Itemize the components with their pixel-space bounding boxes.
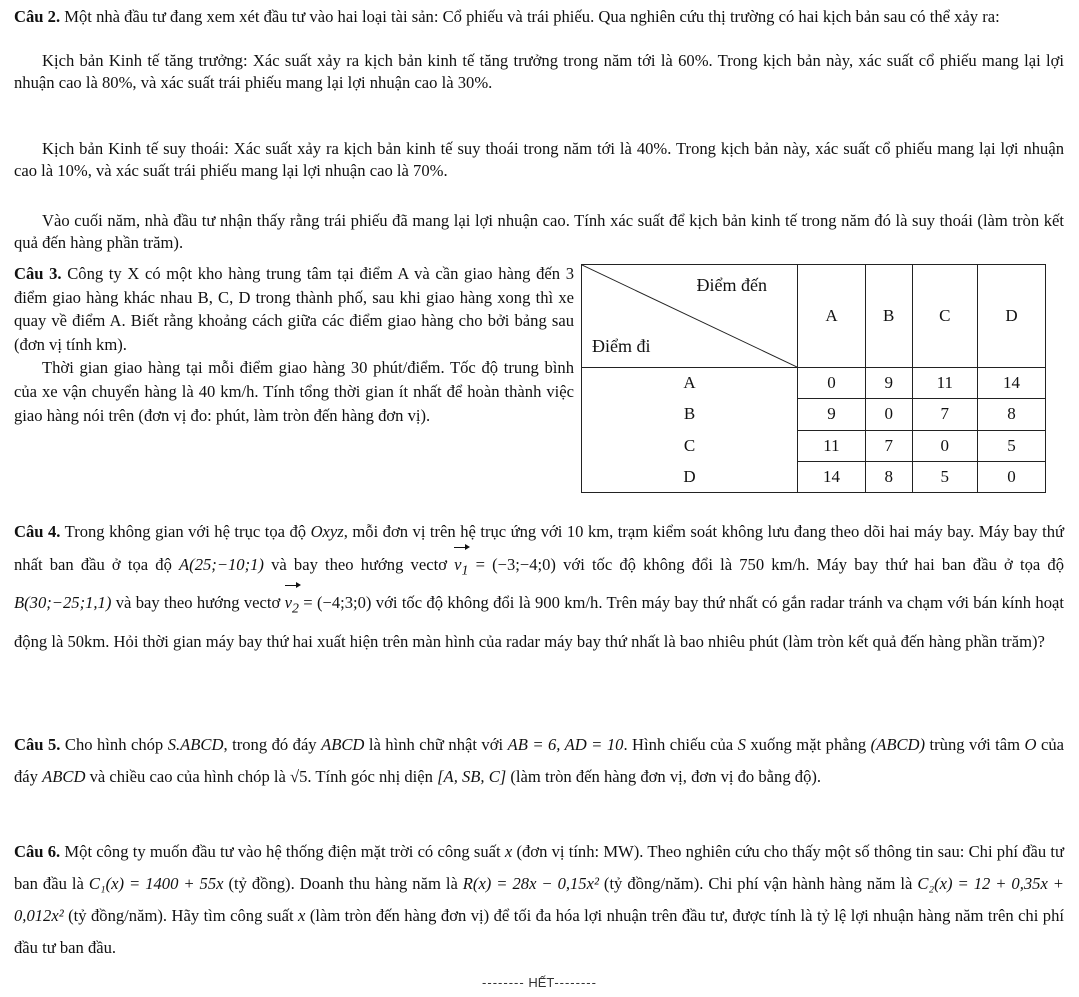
table-cell: 9 <box>865 368 912 399</box>
q6-t1: Một công ty muốn đầu tư vào hệ thống điện mặt trời có công suất <box>60 842 505 861</box>
q4-point-b: B(30;−25;1,1) <box>14 593 112 613</box>
table-row-header: D <box>582 461 798 492</box>
q4-v1-letter: v <box>454 555 462 574</box>
table-col-header: D <box>978 265 1046 368</box>
table-to-label: Điểm đến <box>696 275 767 295</box>
end-marker: -------- HẾT-------- <box>482 975 597 990</box>
q4-t5: và bay theo hướng vectơ <box>111 593 285 613</box>
q5-pyramid: S.ABCD <box>167 735 224 754</box>
q6-label: Câu 6. <box>14 842 61 861</box>
q5-t4: . Hình chiếu của <box>623 735 738 754</box>
q2-label: Câu 2. <box>14 7 61 26</box>
q5-t6: trùng với tâm <box>925 735 1025 754</box>
q6-revenue: R(x) = 28x − 0,15x² <box>462 874 599 893</box>
table-cell: 0 <box>912 430 978 461</box>
table-cell: 8 <box>865 461 912 492</box>
q6-x-2: x <box>298 906 306 925</box>
q5-t7: của đáy <box>14 735 1064 786</box>
q4-t1: Trong không gian với hệ trục tọa độ <box>60 522 311 541</box>
q4-paragraph <box>14 515 1064 658</box>
q4-vector-v2 <box>285 586 299 624</box>
q2-intro-text: Một nhà đầu tư đang xem xét đầu tư vào hai loại tài sản: Cổ phiếu và trái phiếu. Qua nghiên cứu thị trường có hai kịch bản sau có thể xảy ra: <box>60 7 1000 26</box>
table-cell: 0 <box>978 461 1046 492</box>
table-row <box>582 430 1046 461</box>
q4-vector-v1 <box>454 548 468 586</box>
q6-paragraph <box>14 836 1064 964</box>
table-col-header: C <box>912 265 978 368</box>
q5-t10: (làm tròn đến hàng đơn vị, đơn vị đo bằng độ). <box>506 767 822 786</box>
table-row <box>582 368 1046 399</box>
q5-t9: . Tính góc nhị diện <box>307 767 438 786</box>
table-row <box>582 399 1046 430</box>
q5-o: O <box>1024 735 1037 754</box>
table-from-label: Điểm đi <box>592 336 651 356</box>
q5-plane: (ABCD) <box>870 735 926 754</box>
q4-v1-sub: 1 <box>461 562 469 578</box>
q2-scenario-growth: Kịch bản Kinh tế tăng trưởng: Xác suất xảy ra kịch bản kinh tế tăng trưởng trong năm tới là 60%. Trong kịch bản này, xác suất cổ phiếu mang lại lợi nhuận cao là 80%, và xác suất trái phiếu mang lại lợi nhuận cao là 30%. <box>14 51 1064 92</box>
q6-t2: (đơn vị tính: MW). Theo nghiên cứu cho thấy một số thông tin sau: Chi phí đầu tư ban đầu là <box>14 842 1064 893</box>
table-cell: 14 <box>978 368 1046 399</box>
table-cell: 0 <box>798 368 866 399</box>
q2-scenario-recession: Kịch bản Kinh tế suy thoái: Xác suất xảy ra kịch bản kinh tế suy thoái trong năm tới là 40%. Trong kịch bản này, xác suất cổ phiếu mang lại lợi nhuận cao là 10%, và xác suất trái phiếu mang lại lợi nhuận cao là 70%. <box>14 139 1064 180</box>
q5-dimensions: AB = 6, AD = 10 <box>507 735 624 754</box>
table-cell: 14 <box>798 461 866 492</box>
q3-p1: Công ty X có một kho hàng trung tâm tại điểm A và cần giao hàng đến 3 điểm giao hàng khác nhau B, C, D trong thành phố, sau khi giao hàng xong thì xe quay về điểm A. Biết rằng khoảng cách giữa các điểm giao hàng cho bởi bảng sau (đơn vị tính km). <box>14 264 574 354</box>
q4-v2-letter: v <box>284 593 292 613</box>
q6-c1: C₁(x) = 1400 + 55x <box>88 874 224 893</box>
q4-t3: và bay theo hướng vectơ <box>263 555 455 574</box>
table-cell: 8 <box>978 399 1046 430</box>
table-row-header: C <box>582 430 798 461</box>
table-col-header: B <box>865 265 912 368</box>
q5-label: Câu 5. <box>14 735 61 754</box>
q5-base-2: ABCD <box>42 767 86 786</box>
q5-t8: và chiều cao của hình chóp là <box>85 767 291 786</box>
q4-v2-sub: 2 <box>292 600 299 616</box>
table-cell: 7 <box>912 399 978 430</box>
q4-t4: với tốc độ không đổi là 750 km/h. Máy bay thứ hai ban đầu ở tọa độ <box>555 555 1064 574</box>
q3-text <box>14 262 574 427</box>
q4-t2: , mỗi đơn vị trên hệ trục ứng với 10 km, trạm kiểm soát không lưu đang theo dõi hai máy bay. Máy bay thứ nhất ban đầu ở tọa độ <box>14 522 1064 574</box>
table-diagonal-header <box>582 265 798 368</box>
q6-t5: (tỷ đồng/năm). Hãy tìm công suất <box>63 906 298 925</box>
q4-t6: với tốc độ không đổi là 900 km/h. Trên máy bay thứ nhất có gắn radar tránh va chạm với bán kính hoạt động là 50km. Hỏi thời gian máy bay thứ hai xuất hiện trên màn hình của radar máy bay thứ nhất là bao nhiêu phút (làm tròn kết quả đến hàng phần trăm)? <box>14 593 1064 651</box>
q2-intro <box>14 6 1064 28</box>
q6-c2: C₂(x) = 12 + 0,35x + 0,012x² <box>14 874 1065 925</box>
table-cell: 5 <box>978 430 1046 461</box>
distance-table <box>581 264 1046 493</box>
q2-question: Vào cuối năm, nhà đầu tư nhận thấy rằng trái phiếu đã mang lại lợi nhuận cao. Tính xác suất để kịch bản kinh tế trong năm đó là suy thoái (làm tròn kết quả đến hàng phần trăm). <box>14 211 1064 252</box>
q5-height: √5 <box>290 767 308 786</box>
q4-point-a: A(25;−10;1) <box>179 555 264 574</box>
q5-t5: xuống mặt phẳng <box>745 735 871 754</box>
q5-paragraph <box>14 729 1064 793</box>
q5-dihedral: [A, SB, C] <box>437 767 507 786</box>
table-cell: 11 <box>798 430 866 461</box>
table-col-header: A <box>798 265 866 368</box>
table-cell: 7 <box>865 430 912 461</box>
q4-v2-value: = (−4;3;0) <box>298 593 372 613</box>
table-cell: 11 <box>912 368 978 399</box>
table-row-header: A <box>582 368 798 399</box>
q5-t1: Cho hình chóp <box>60 735 168 754</box>
q6-t3: (tỷ đồng). Doanh thu hàng năm là <box>223 874 463 893</box>
table-cell: 9 <box>798 399 866 430</box>
q3-label: Câu 3. <box>14 264 62 283</box>
q4-label: Câu 4. <box>14 522 61 541</box>
table-row-header: B <box>582 399 798 430</box>
table-cell: 0 <box>865 399 912 430</box>
q4-v1-value: = (−3;−4;0) <box>468 555 556 574</box>
q4-oxyz: Oxyz <box>310 522 344 541</box>
q5-t2: , trong đó đáy <box>223 735 322 754</box>
q6-x: x <box>504 842 513 861</box>
q6-t4: (tỷ đồng/năm). Chi phí vận hành hàng năm là <box>598 874 918 893</box>
q6-t6: (làm tròn đến hàng đơn vị) để tối đa hóa lợi nhuận trên đầu tư, được tính là tỷ lệ lợi nhuận hàng năm trên chi phí đầu tư ban đầu. <box>14 906 1064 957</box>
table-cell: 5 <box>912 461 978 492</box>
q5-s: S <box>737 735 746 754</box>
q5-base: ABCD <box>321 735 365 754</box>
q3-p2: Thời gian giao hàng tại mỗi điểm giao hàng 30 phút/điểm. Tốc độ trung bình của xe vận chuyển hàng là 40 km/h. Tính tổng thời gian ít nhất để hoàn thành việc giao hàng nói trên (đơn vị đo: phút, làm tròn đến hàng đơn vị). <box>14 358 574 425</box>
end-text: HẾT <box>528 975 555 990</box>
table-row <box>582 461 1046 492</box>
q5-t3: là hình chữ nhật với <box>364 735 508 754</box>
q3-paragraph-1 <box>14 262 574 356</box>
